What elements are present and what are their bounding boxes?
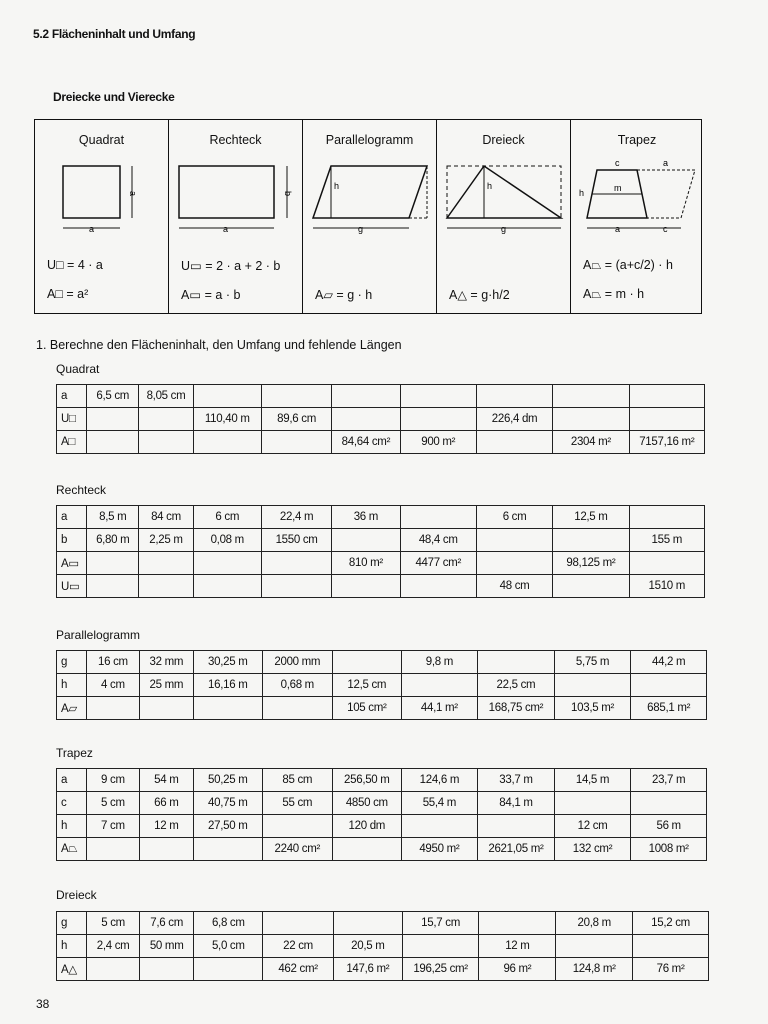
table-cell: 6 cm [476,506,552,529]
table-cell [402,935,479,958]
table-cell: 22,4 m [261,506,331,529]
table-row [57,651,707,674]
label-a: a [128,191,138,197]
label-g: g [358,224,364,234]
table-cell: 98,125 m² [553,552,629,575]
table-cell [478,815,555,838]
table-cell: 6,5 cm [87,385,139,408]
table-row [57,958,709,981]
table-row [57,385,705,408]
table-cell: 22,5 cm [478,674,555,697]
table-cell: 84 cm [139,506,193,529]
table-row [57,674,707,697]
table-cell: 32 mm [139,651,193,674]
table-cell [479,912,556,935]
table-cell: 16,16 m [194,674,263,697]
table-cell [193,575,261,598]
label-h: h [487,181,493,191]
table-cell: 20,8 m [556,912,633,935]
label-g: g [501,224,507,234]
table-cell: 44,1 m² [401,697,478,720]
label-a: a [663,158,669,168]
shape-title: Quadrat [78,133,125,147]
label-c: c [615,158,620,168]
shape-title: Parallelogramm [325,133,414,147]
formula-area: A□ = a² [47,287,89,301]
table-cell: 685,1 m² [631,697,707,720]
table-row [57,697,707,720]
table-parallelogramm [56,650,707,720]
table-cell: 12 cm [554,815,631,838]
table-cell [553,529,629,552]
table-cell: 33,7 m [478,769,555,792]
table-cell [261,385,331,408]
table-cell [87,958,140,981]
shapes-panel [34,119,702,314]
table-cell: 4477 cm² [400,552,476,575]
table-cell: 2621,05 m² [478,838,555,861]
label-a: a [615,224,621,234]
table-label-trapez: Trapez [56,746,93,760]
row-header: a [57,769,87,792]
table-cell: 55 cm [262,792,333,815]
table-cell: 196,25 cm² [402,958,479,981]
formula-perimeter: U▭ = 2 · a + 2 · b [181,259,281,273]
label-h: h [334,181,340,191]
table-cell: 1550 cm [261,529,331,552]
trapezoid-diagram [571,156,703,236]
row-header: A⏢ [57,838,87,861]
table-row [57,529,705,552]
rectangle-diagram [169,156,303,236]
table-cell: 50,25 m [194,769,263,792]
table-cell [261,575,331,598]
table-cell: 12,5 cm [333,674,402,697]
table-cell [193,431,261,454]
table-cell: 84,64 cm² [332,431,400,454]
row-header: U□ [57,408,87,431]
table-cell: 6,8 cm [194,912,263,935]
table-cell: 12,5 m [553,506,629,529]
table-row [57,506,705,529]
table-cell: 0,68 m [262,674,333,697]
table-cell: 110,40 m [193,408,261,431]
table-cell [332,529,400,552]
table-cell [629,385,704,408]
table-cell: 1510 m [629,575,704,598]
table-cell: 12 m [479,935,556,958]
label-a: a [223,224,229,234]
triangle-diagram [437,156,571,236]
table-dreieck [56,911,709,981]
row-header: A△ [57,958,87,981]
table-cell: 147,6 m² [333,958,402,981]
table-cell [194,697,263,720]
table-cell [87,552,139,575]
table-cell: 7157,16 m² [629,431,704,454]
table-cell: 44,2 m [631,651,707,674]
table-cell: 900 m² [400,431,476,454]
table-cell: 14,5 m [554,769,631,792]
label-a: a [89,224,95,234]
table-cell [400,575,476,598]
table-label-quadrat: Quadrat [56,362,100,376]
table-cell: 85 cm [262,769,333,792]
page-number: 38 [36,997,50,1011]
table-row [57,769,707,792]
table-cell: 27,50 m [194,815,263,838]
shapes-heading: Dreiecke und Vierecke [53,90,175,104]
table-cell: 168,75 cm² [478,697,555,720]
table-cell [263,912,334,935]
table-cell [139,431,193,454]
table-cell: 9,8 m [401,651,478,674]
table-row [57,408,705,431]
shape-title: Rechteck [209,133,262,147]
row-header: c [57,792,87,815]
row-header: b [57,529,87,552]
table-cell: 8,5 m [87,506,139,529]
table-cell [139,958,194,981]
table-label-parallelogramm: Parallelogramm [56,628,141,642]
table-cell: 36 m [332,506,400,529]
table-cell [87,838,139,861]
row-header: g [57,912,87,935]
table-row [57,935,709,958]
table-cell [629,408,704,431]
table-cell: 7 cm [87,815,139,838]
table-cell [333,651,402,674]
table-cell [261,431,331,454]
table-cell: 8,05 cm [139,385,193,408]
formula-area: A▱ = g · h [315,288,373,302]
formula-perimeter: U□ = 4 · a [47,258,103,272]
table-cell: 810 m² [332,552,400,575]
table-cell [633,935,709,958]
table-cell [139,697,193,720]
formula-area: A⏢ = (a+c/2) · h [583,258,673,272]
table-cell [401,815,478,838]
table-cell: 2240 cm² [262,838,333,861]
table-cell: 4950 m² [401,838,478,861]
table-row [57,815,707,838]
table-cell [262,697,333,720]
row-header: U▭ [57,575,87,598]
table-label-rechteck: Rechteck [56,483,107,497]
table-cell: 5 cm [87,792,139,815]
table-cell [556,935,633,958]
table-cell: 15,7 cm [402,912,479,935]
table-cell [332,385,400,408]
table-cell [476,385,552,408]
table-cell [400,408,476,431]
table-cell: 48 cm [476,575,552,598]
table-cell [401,674,478,697]
label-c: c [663,224,668,234]
table-cell [262,815,333,838]
table-cell: 124,6 m [401,769,478,792]
table-cell: 6 cm [193,506,261,529]
table-cell: 5,75 m [554,651,631,674]
table-cell: 22 cm [263,935,334,958]
table-cell: 9 cm [87,769,139,792]
table-cell: 56 m [631,815,707,838]
table-cell [193,552,261,575]
table-cell [87,431,139,454]
table-cell: 96 m² [479,958,556,981]
table-cell: 103,5 m² [554,697,631,720]
shape-title: Dreieck [482,133,525,147]
table-cell [261,552,331,575]
table-cell: 48,4 cm [400,529,476,552]
table-cell: 2,4 cm [87,935,140,958]
table-label-dreieck: Dreieck [56,888,97,902]
table-cell [554,674,631,697]
row-header: A□ [57,431,87,454]
table-cell [553,575,629,598]
table-cell: 6,80 m [87,529,139,552]
label-h: h [579,188,585,198]
row-header: h [57,674,87,697]
table-row [57,552,705,575]
table-cell [332,575,400,598]
table-cell: 54 m [139,769,193,792]
label-m: m [614,183,622,193]
table-cell: 30,25 m [194,651,263,674]
table-cell [139,838,193,861]
table-cell [631,674,707,697]
table-cell: 15,2 cm [633,912,709,935]
table-cell: 120 dm [333,815,402,838]
table-cell [333,838,402,861]
formula-area: A△ = g·h/2 [449,288,510,302]
shape-quadrat [35,120,169,313]
formula-area: A▭ = a · b [181,288,241,302]
table-cell [478,651,555,674]
table-cell [333,912,402,935]
parallelogram-diagram [303,156,437,236]
table-cell [400,385,476,408]
square-diagram [35,156,169,236]
table-cell [629,506,704,529]
table-cell: 105 cm² [333,697,402,720]
table-rechteck [56,505,705,598]
table-cell: 40,75 m [194,792,263,815]
table-cell [629,552,704,575]
table-cell: 25 mm [139,674,193,697]
table-cell: 2,25 m [139,529,193,552]
table-cell: 23,7 m [631,769,707,792]
table-cell [332,408,400,431]
table-row [57,792,707,815]
table-cell: 76 m² [633,958,709,981]
table-row [57,431,705,454]
table-cell: 0,08 m [193,529,261,552]
table-cell: 5,0 cm [194,935,263,958]
table-trapez [56,768,707,861]
shape-trapez [571,120,703,313]
row-header: A▭ [57,552,87,575]
table-cell [476,529,552,552]
label-b: b [283,191,293,197]
task-heading: 1. Berechne den Flächeninhalt, den Umfang und fehlende Längen [36,338,402,352]
table-cell: 5 cm [87,912,140,935]
table-cell [631,792,707,815]
table-cell: 12 m [139,815,193,838]
table-row [57,912,709,935]
table-cell: 226,4 dm [476,408,552,431]
table-row [57,575,705,598]
table-cell [553,385,629,408]
shape-rechteck [169,120,303,313]
table-cell [553,408,629,431]
row-header: A▱ [57,697,87,720]
table-cell [194,838,263,861]
table-cell: 462 cm² [263,958,334,981]
table-cell: 256,50 m [333,769,402,792]
table-cell [139,575,193,598]
table-cell: 20,5 m [333,935,402,958]
table-cell: 55,4 m [401,792,478,815]
table-cell [139,408,193,431]
table-cell [87,575,139,598]
table-cell: 124,8 m² [556,958,633,981]
table-cell: 2000 mm [262,651,333,674]
table-cell [476,552,552,575]
shape-dreieck [437,120,571,313]
row-header: a [57,385,87,408]
shape-parallelogramm [303,120,437,313]
formula-area-m: A⏢ = m · h [583,287,645,301]
table-cell: 4 cm [87,674,139,697]
table-cell: 66 m [139,792,193,815]
table-quadrat [56,384,705,454]
row-header: g [57,651,87,674]
table-cell: 132 cm² [554,838,631,861]
table-cell: 2304 m² [553,431,629,454]
table-cell [87,697,139,720]
table-cell: 1008 m² [631,838,707,861]
table-cell [400,506,476,529]
table-cell [476,431,552,454]
table-cell [193,385,261,408]
row-header: h [57,935,87,958]
table-cell: 16 cm [87,651,139,674]
table-cell: 155 m [629,529,704,552]
table-cell: 89,6 cm [261,408,331,431]
table-cell [554,792,631,815]
table-cell: 84,1 m [478,792,555,815]
table-cell [194,958,263,981]
table-cell: 7,6 cm [139,912,194,935]
section-title: 5.2 Flächeninhalt und Umfang [33,27,196,41]
table-cell [139,552,193,575]
row-header: h [57,815,87,838]
table-row [57,838,707,861]
row-header: a [57,506,87,529]
table-cell: 4850 cm [333,792,402,815]
shape-title: Trapez [617,133,657,147]
table-cell: 50 mm [139,935,194,958]
table-cell [87,408,139,431]
